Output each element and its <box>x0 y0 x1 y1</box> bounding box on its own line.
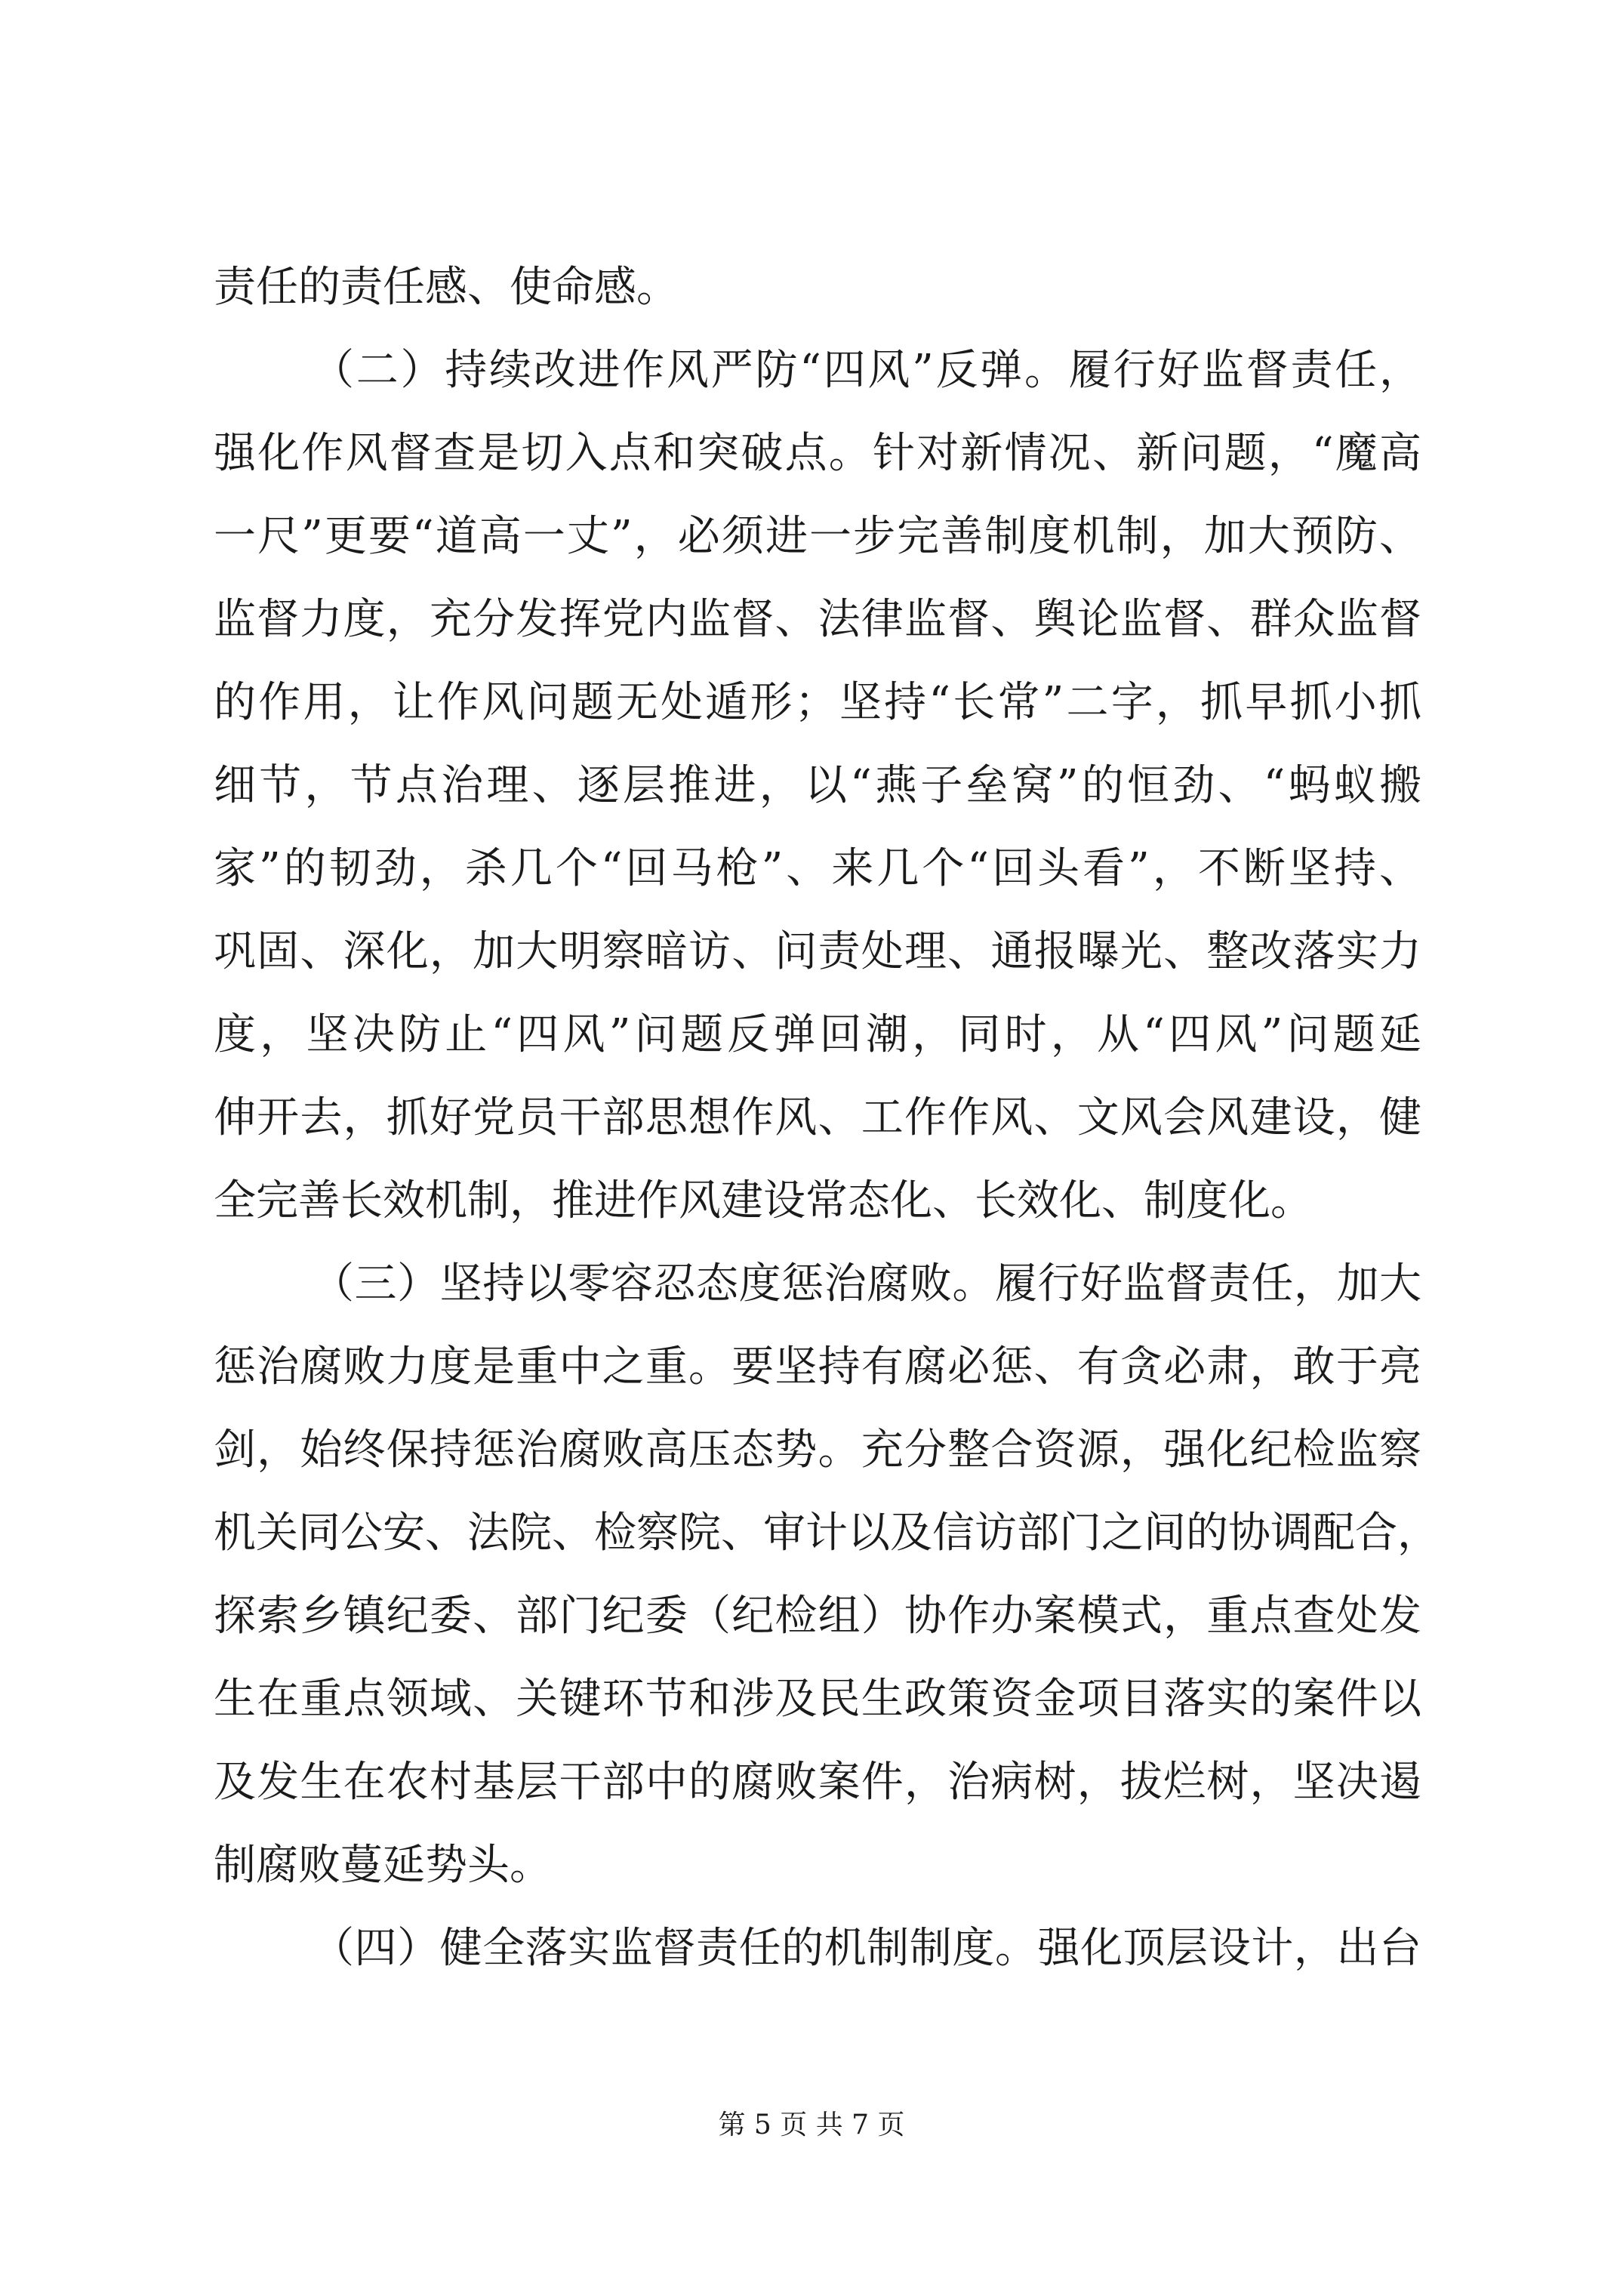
text-line: 巩固、深化，加大明察暗访、问责处理、通报曝光、整改落实力 <box>214 927 1421 976</box>
text-line: 伸开去，抓好党员干部思想作风、工作作风、文风会风建设，健 <box>214 1093 1421 1142</box>
text-line: 监督力度，充分发挥党内监督、法律监督、舆论监督、群众监督 <box>214 595 1421 644</box>
text-line: 剑，始终保持惩治腐败高压态势。充分整合资源，强化纪检监察 <box>214 1425 1421 1475</box>
text-line: 惩治腐败力度是重中之重。要坚持有腐必惩、有贪必肃，敢于亮 <box>214 1342 1421 1391</box>
document-body <box>214 246 1440 1990</box>
text-line: 的作用，让作风问题无处遁形；坚持“长常”二字，抓早抓小抓 <box>214 678 1421 727</box>
text-line: 探索乡镇纪委、部门纪委（纪检组）协作办案模式，重点查处发 <box>214 1592 1421 1641</box>
text-line: 及发生在农村基层干部中的腐败案件，治病树，拔烂树，坚决遏 <box>214 1758 1421 1807</box>
text-line: 制腐败蔓延势头。 <box>214 1841 552 1890</box>
text-line: 一尺”更要“道高一丈”，必须进一步完善制度机制，加大预防、 <box>214 512 1421 561</box>
text-line: 全完善长效机制，推进作风建设常态化、长效化、制度化。 <box>214 1176 1313 1225</box>
text-line: 家”的韧劲，杀几个“回马枪”、来几个“回头看”，不断坚持、 <box>214 844 1421 893</box>
text-line: 度，坚决防止“四风”问题反弹回潮，同时，从“四风”问题延 <box>214 1010 1421 1059</box>
text-line: 责任的责任感、使命感。 <box>214 263 679 312</box>
page-number-footer: 第 5 页 共 7 页 <box>718 2110 905 2140</box>
paragraph-heading-line: （三）坚持以零容忍态度惩治腐败。履行好监督责任，加大 <box>312 1259 1421 1308</box>
text-line: 机关同公安、法院、检察院、审计以及信访部门之间的协调配合， <box>214 1509 1440 1558</box>
paragraph-heading-line: （二）持续改进作风严防“四风”反弹。履行好监督责任， <box>312 346 1421 395</box>
text-line: 生在重点领域、关键环节和涉及民生政策资金项目落实的案件以 <box>214 1675 1421 1724</box>
text-line: 强化作风督查是切入点和突破点。针对新情况、新问题，“魔高 <box>214 429 1421 478</box>
text-line: 细节，节点治理、逐层推进，以“燕子垒窝”的恒劲、“蚂蚁搬 <box>214 761 1421 810</box>
paragraph-heading-line: （四）健全落实监督责任的机制制度。强化顶层设计，出台 <box>312 1924 1421 1973</box>
